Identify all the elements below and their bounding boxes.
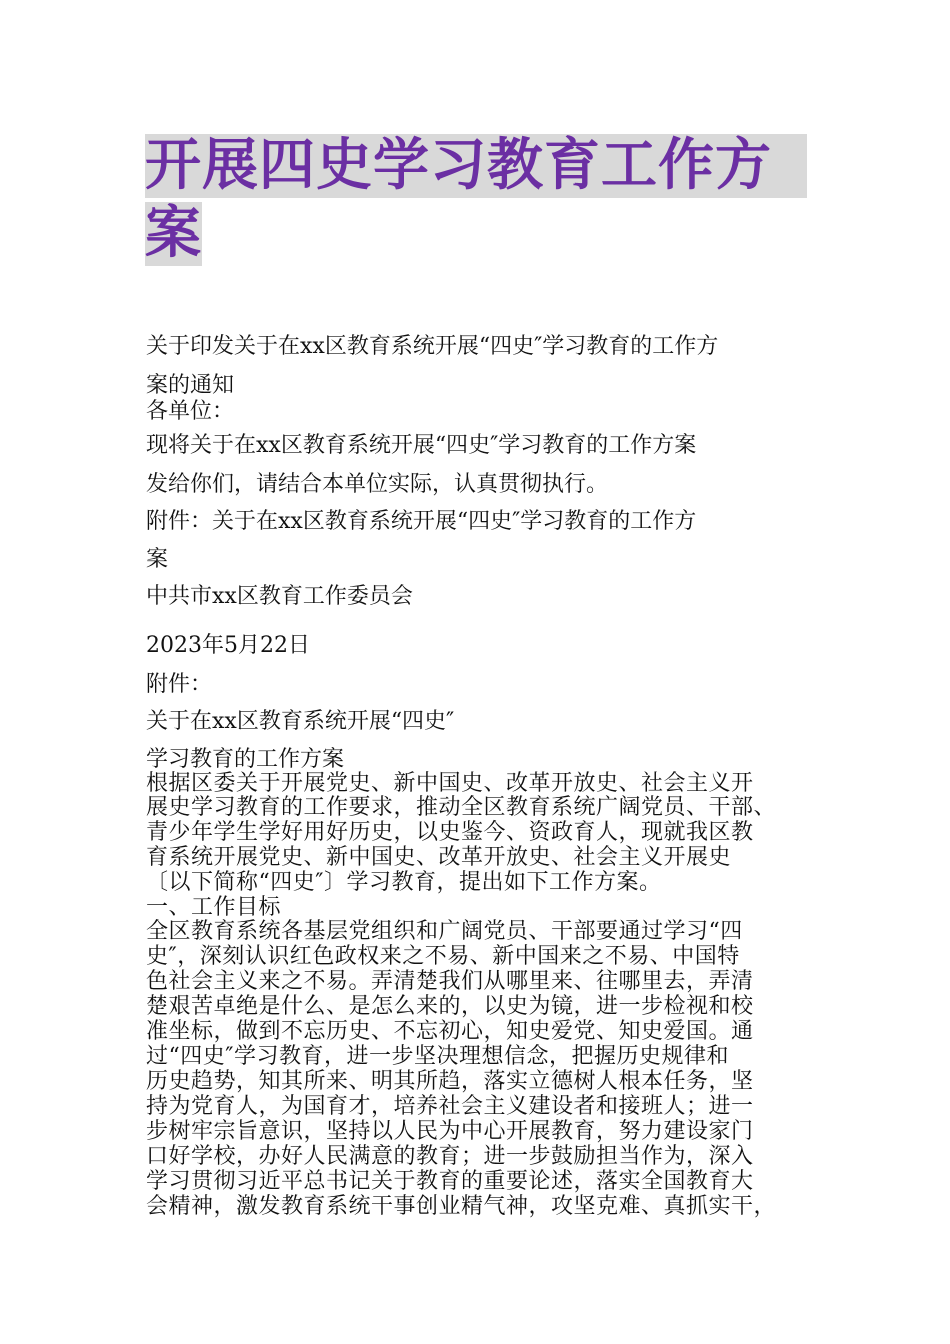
notice-body-line-1: 现将关于在xx区教育系统开展“四史″学习教育的工作方案: [146, 433, 697, 458]
section-goals-line: 楚艰苦卓绝是什么、是怎么来的，以史为镜，进一步检视和校: [146, 994, 754, 1019]
section-heading-goals: 一、工作目标: [146, 895, 282, 920]
section-goals-line: 色社会主义来之不易。弄清楚我们从哪里来、往哪里去，弄清: [146, 969, 754, 994]
notice-salutation: 各单位：: [146, 399, 235, 424]
section-goals-line: 步树牢宗旨意识，坚持以人民为中心开展教育，努力建设家门: [146, 1119, 754, 1144]
plan-intro-line: 根据区委关于开展党史、新中国史、改革开放史、社会主义开: [146, 771, 754, 796]
section-goals-line: 全区教育系统各基层党组织和广阔党员、干部要通过学习“四: [146, 919, 743, 944]
notice-attachment-line-1: 附件：关于在xx区教育系统开展“四史″学习教育的工作方: [146, 509, 697, 534]
section-goals-line: 会精神，激发教育系统干事创业精气神，攻坚克难、真抓实干，: [146, 1194, 777, 1219]
document-title-line-1: 开展四史学习教育工作方: [145, 134, 807, 198]
section-goals-line: 史″，深刻认识红色政权来之不易、新中国来之不易、中国特: [146, 944, 740, 969]
section-goals-line: 准坐标，做到不忘历史、不忘初心，知史爱党、知史爱国。通: [146, 1019, 754, 1044]
section-goals-line: 过“四史″学习教育，进一步坚决理想信念，把握历史规律和: [146, 1044, 729, 1069]
notice-body-line-2: 发给你们，请结合本单位实际，认真贯彻执行。: [146, 472, 609, 497]
section-goals-line: 口好学校，办好人民满意的教育；进一步鼓励担当作为，深入: [146, 1144, 754, 1169]
plan-title-line-2: 学习教育的工作方案: [146, 747, 345, 772]
section-goals-line: 学习贯彻习近平总书记关于教育的重要论述，落实全国教育大: [146, 1169, 754, 1194]
plan-intro-line: 育系统开展党史、新中国史、改革开放史、社会主义开展史: [146, 845, 732, 870]
notice-heading-line-1: 关于印发关于在xx区教育系统开展“四史″学习教育的工作方: [146, 334, 719, 359]
notice-attachment-line-2: 案: [146, 547, 169, 572]
notice-attachment-label: 附件：: [146, 672, 213, 697]
plan-intro-line: 〔以下简称“四史″〕学习教育，提出如下工作方案。: [146, 870, 662, 895]
plan-intro-line: 展史学习教育的工作要求，推动全区教育系统广阔党员、干部、: [146, 795, 777, 820]
document-title-line-2: 案: [145, 201, 202, 266]
notice-date: 2023年5月22日: [146, 633, 310, 658]
notice-heading-line-2: 案的通知: [146, 373, 235, 398]
notice-issuer: 中共市xx区教育工作委员会: [146, 584, 413, 609]
plan-title-line-1: 关于在xx区教育系统开展“四史″: [146, 709, 455, 734]
section-goals-line: 持为党育人，为国育才，培养社会主义建设者和接班人；进一: [146, 1094, 754, 1119]
section-goals-line: 历史趋势，知其所来、明其所趋，落实立德树人根本任务，坚: [146, 1069, 754, 1094]
plan-intro-line: 青少年学生学好用好历史，以史鉴今、资政育人，现就我区教: [146, 820, 754, 845]
